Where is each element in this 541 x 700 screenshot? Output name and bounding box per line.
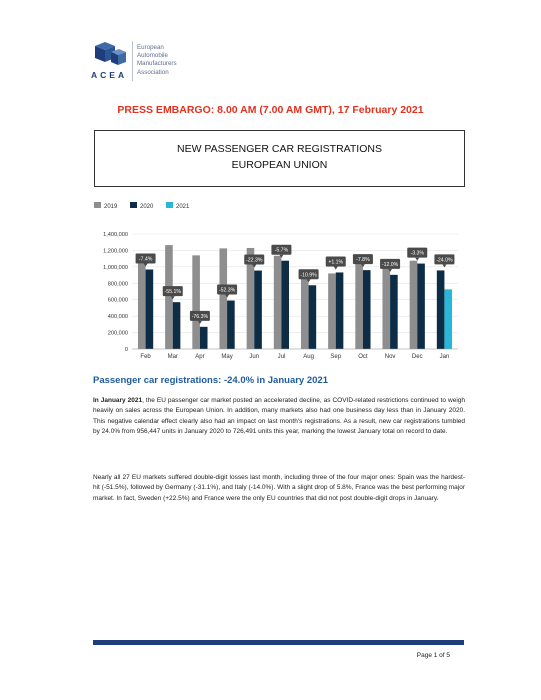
y-tick-label: 1,200,000	[103, 248, 128, 255]
change-label: -52.3%	[218, 287, 236, 294]
body-paragraph-2: Nearly all 27 EU markets suffered double-digit losses last month, including three of the four major ones: Spain was the hardest-hit (-51.5%), followed by Germany (-31.1%), and Italy (-14.0%). With a slight drop of 5.8%, France was the best performing major market. In fact, Sweden (+22.5%) and France were the only EU countries that did not post double-digit drops in January.	[93, 474, 465, 502]
x-tick-label: May	[221, 354, 233, 360]
org-name-line: Automobile	[137, 52, 168, 60]
x-tick-label: Aug	[303, 354, 314, 360]
change-label: -5.7%	[274, 247, 289, 254]
title-box	[94, 130, 465, 187]
callout-pointer	[334, 266, 338, 269]
org-name-line: Association	[137, 68, 169, 76]
registrations-bar-chart	[92, 196, 464, 364]
y-tick-label: 400,000	[107, 314, 128, 321]
chart-bar	[192, 255, 200, 349]
logo-acea-text: ACEA	[91, 70, 128, 80]
chart-bar	[382, 267, 390, 349]
acea-logo	[91, 40, 201, 85]
chart-bar	[146, 269, 154, 349]
change-label: -24.0%	[436, 257, 453, 264]
change-label: -7.4%	[138, 256, 153, 263]
change-label: +1.1%	[328, 259, 344, 266]
legend-swatch	[130, 202, 137, 208]
change-label: -10.9%	[300, 272, 317, 279]
y-tick-label: 0	[124, 347, 128, 353]
footer-bar	[93, 640, 464, 645]
chart-bar	[328, 273, 336, 349]
chart-bar	[410, 261, 418, 349]
page-number: Page 1 of 5	[416, 652, 450, 659]
y-tick-label: 800,000	[107, 281, 128, 288]
x-tick-label: Dec	[411, 354, 423, 360]
chart-bar	[173, 302, 181, 349]
org-name-line: European	[137, 44, 164, 51]
legend-label: 2019	[104, 204, 118, 210]
org-name	[137, 44, 177, 77]
org-name-line: Manufacturers	[137, 60, 177, 68]
page-subtitle: EUROPEAN UNION	[231, 159, 328, 171]
change-label: -7.8%	[356, 257, 370, 264]
press-embargo: PRESS EMBARGO: 8.00 AM (7.00 AM GMT), 17 February 2021	[117, 104, 424, 116]
change-label: -55.1%	[164, 289, 181, 296]
paragraph-lead: In January 2021	[93, 397, 143, 404]
y-tick-label: 600,000	[107, 297, 128, 304]
legend-label: 2021	[176, 204, 190, 210]
x-tick-label: Jul	[277, 354, 286, 360]
x-tick-label: Apr	[195, 354, 205, 360]
x-tick-label: Nov	[384, 354, 396, 360]
change-label: -76.3%	[191, 313, 209, 320]
chart-bar	[417, 264, 425, 349]
chart-bar	[363, 270, 371, 349]
change-label: -3.3%	[410, 250, 425, 257]
y-tick-label: 1,000,000	[103, 264, 128, 271]
chart-bar	[138, 264, 146, 349]
paragraph-text: , the EU passenger car market posted an accelerated decline, as COVID-related restrictions continued to weigh heavily on sales across the European Union. In addition, many markets also had one business day less than in January 2020. This negative calendar effect clearly also had an impact on last month's registrations. As a result, new car registrations tumbled by 24.0% from 956,447 units in January 2020 to 726,491 units this year, marking the lowest January total on record to date.	[93, 397, 465, 436]
callout-pointer	[415, 258, 419, 261]
chart-bar	[227, 301, 235, 349]
chart-bar	[390, 275, 398, 349]
chart-bar	[254, 271, 262, 349]
x-tick-label: Feb	[140, 354, 151, 360]
change-label: -22.3%	[246, 257, 263, 264]
chart-bar	[336, 272, 344, 349]
x-tick-label: Jan	[439, 354, 450, 360]
chart-bar	[355, 264, 363, 349]
legend-swatch	[166, 202, 173, 208]
body-paragraph-1	[93, 396, 465, 438]
x-tick-label: Mar	[167, 354, 178, 360]
x-tick-label: Oct	[358, 354, 368, 360]
acea-cube-icon	[91, 40, 127, 68]
chart-bar	[437, 270, 445, 349]
chart-bar	[200, 327, 208, 349]
chart-bar	[274, 256, 282, 349]
logo-divider	[132, 41, 133, 81]
x-tick-label: Sep	[330, 354, 342, 360]
change-label: -12.0%	[381, 261, 399, 268]
x-tick-label: Jun	[249, 354, 260, 360]
section-heading: Passenger car registrations: -24.0% in January 2021	[93, 375, 328, 386]
legend-swatch	[94, 202, 101, 208]
chart-bar	[444, 289, 452, 349]
y-tick-label: 200,000	[107, 330, 128, 337]
legend-label: 2020	[140, 204, 154, 210]
page-title: NEW PASSENGER CAR REGISTRATIONS	[177, 143, 382, 155]
chart-bar	[301, 278, 309, 349]
y-tick-label: 1,400,000	[103, 232, 128, 238]
chart-bar	[309, 285, 317, 349]
chart-bar	[219, 248, 227, 349]
chart-bar	[281, 261, 289, 349]
